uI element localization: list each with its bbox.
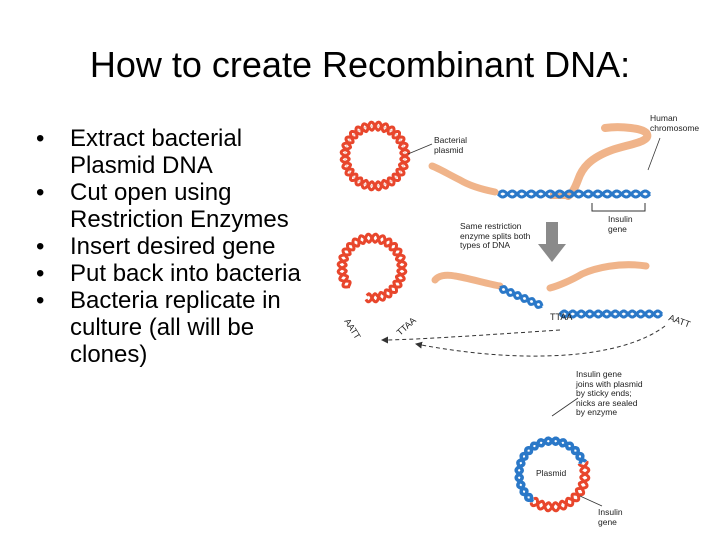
- slide-title: How to create Recombinant DNA:: [89, 44, 631, 85]
- bullet-item: • Extract bacterial Plasmid DNA: [32, 125, 332, 179]
- cut-chromosome: [435, 265, 662, 317]
- cut-plasmid: [338, 234, 406, 302]
- sticky-end-gene-left: TTAA: [550, 312, 573, 322]
- insulin-gene-label-top: Insulin gene: [608, 214, 633, 234]
- diagram-canvas: [320, 108, 720, 540]
- bullet-item: • Insert desired gene: [32, 233, 332, 260]
- same-restriction-label: Same restriction enzyme splits both types of DNA: [460, 221, 531, 250]
- bullet-list: [32, 125, 332, 368]
- down-arrow: [538, 222, 566, 262]
- bacterial-plasmid-label: Bacterial plasmid: [434, 135, 468, 155]
- dashed-arrows: [382, 326, 665, 356]
- bullet-item: • Bacteria replicate in culture (all will be clones): [32, 287, 332, 368]
- insulin-joins-label: Insulin gene joins with plasmid by sticky ends; nicks are sealed by enzyme: [576, 369, 643, 417]
- human-chromosome-label: Human chromosome: [650, 113, 700, 133]
- sticky-end-gene-right: AATT: [667, 312, 692, 330]
- sticky-end-plasmid-left: AATT: [342, 316, 363, 342]
- sticky-end-plasmid-right: TTAA: [394, 315, 418, 338]
- intact-plasmid: [341, 122, 409, 190]
- recombinant-dna-diagram: [320, 108, 720, 540]
- bullet-item: • Put back into bacteria: [32, 260, 332, 287]
- insulin-gene-label-bottom: Insulin gene: [598, 507, 623, 527]
- bullet-item: • Cut open using Restriction Enzymes: [32, 179, 332, 233]
- plasmid-label: Plasmid: [536, 468, 567, 478]
